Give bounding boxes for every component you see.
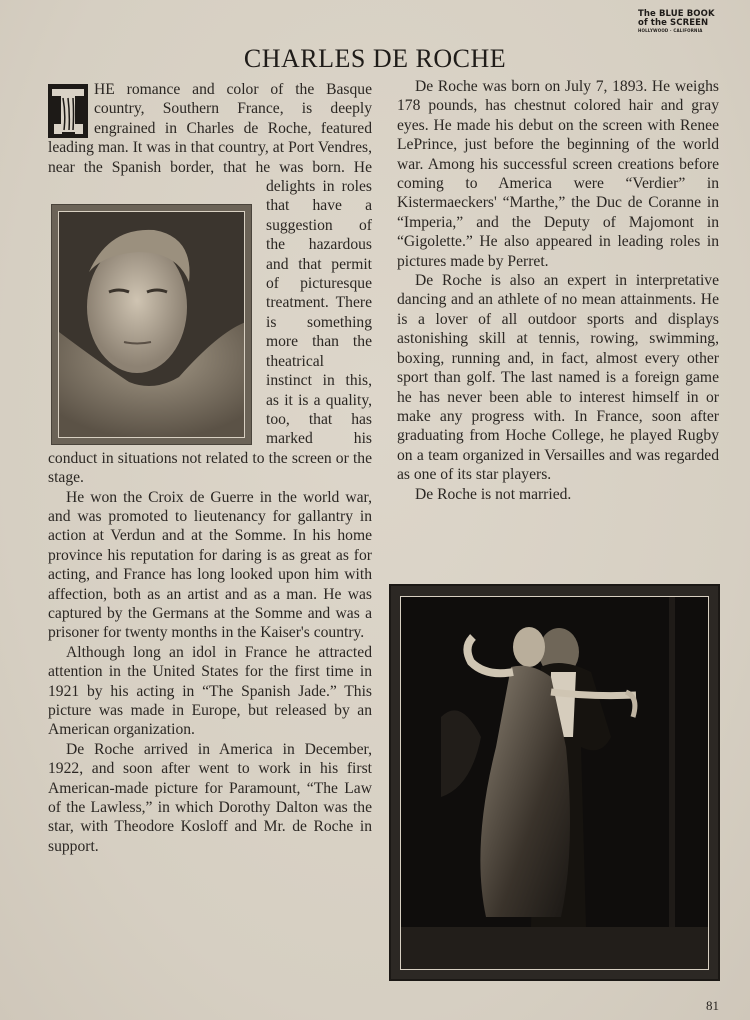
dance-image (400, 596, 709, 970)
article-title: CHARLES DE ROCHE (243, 44, 507, 73)
paragraph-not-married: De Roche is not married. (415, 485, 572, 503)
paragraph-arrived-america: De Roche arrived in America in December, 1922, and soon after went to work in his first American-made picture for Paramount, “The Law of the Lawless,” in which Dorothy Dalton was the star, with Theodore Kosloff and Mr. de Roche in support. (48, 740, 372, 855)
paragraph-spanish-jade: Although long an idol in France he attracted attention in the United States for the first time in 1921 by his acting in “The Spanish Jade.” This picture was made in Europe, but released by an American organization. (48, 643, 372, 739)
portrait-photo (51, 204, 252, 445)
page-number: 81 (706, 998, 719, 1013)
intro-paragraph: HE romance and color of the Basque country, Southern France, is deeply engrained in Charles de Roche, featured leading man. It was in that country, at Port Vendres, near the Spanish border, that he was born. He delights in roles that have a suggestion of the hazardous and that permit of picturesque treatment. There is something more than the theatrical instinct in this, as it is a quality, too, that has marked his conduct in situations not related to the screen or the stage. (48, 81, 372, 487)
left-column (48, 80, 372, 856)
masthead-line-3: HOLLYWOOD · CALIFORNIA (638, 28, 703, 33)
dropcap-t-icon (48, 84, 88, 138)
portrait-image (58, 211, 245, 438)
paragraph-athlete: De Roche is also an expert in interpretative dancing and an athlete of no mean attainments. He is a lover of all outdoor sports and displays astonishing skill at tennis, rowing, swimming, boxing, running and, in fact, almost every other sport than golf. The last named is a foreign game he has never been able to interest himself in or make any progress with. In France, soon after graduating from Hoche College, he played Rugby on a team organized in Versailles and was regarded as one of its star players. (397, 272, 719, 484)
intro-continuation: that he was born. He delights in roles that have a suggestion of the hazardous and that permit of picturesque treatment. There is something more than the theatrical instinct in this, as it is a quality, too, that has marked his conduct in situations not related to the screen or the stage. (48, 158, 372, 487)
paragraph-croix-de-guerre: He won the Croix de Guerre in the world war, and was promoted to lieutenancy for gallantry in action at Verdun and at the Somme. In his home province his reputation for daring is as great as for acting, and France has long looked upon him with affection, both as an artist and as a man. He was captured by the Germans at the Somme and was a prisoner for twenty months in the Kaiser's country. (48, 488, 372, 642)
masthead-line-1: The BLUE BOOK (638, 9, 715, 19)
dance-photo (389, 584, 720, 981)
masthead-logo (638, 10, 738, 34)
masthead-line-2: of the SCREEN (638, 18, 709, 28)
right-column (397, 77, 719, 504)
paragraph-born: De Roche was born on July 7, 1893. He weighs 178 pounds, has chestnut colored hair and gray eyes. He made his debut on the screen with Renee LePrince, just before the beginning of the world war. Among his successful screen creations before coming to America were “Verdier” in Kistermaeckers' “Marthe,” the Duc de Coranne in “Imperia,” and the Deputy of Majomont in “Gigolette.” He also appeared in leading roles in pictures made by Perret. (397, 78, 719, 270)
